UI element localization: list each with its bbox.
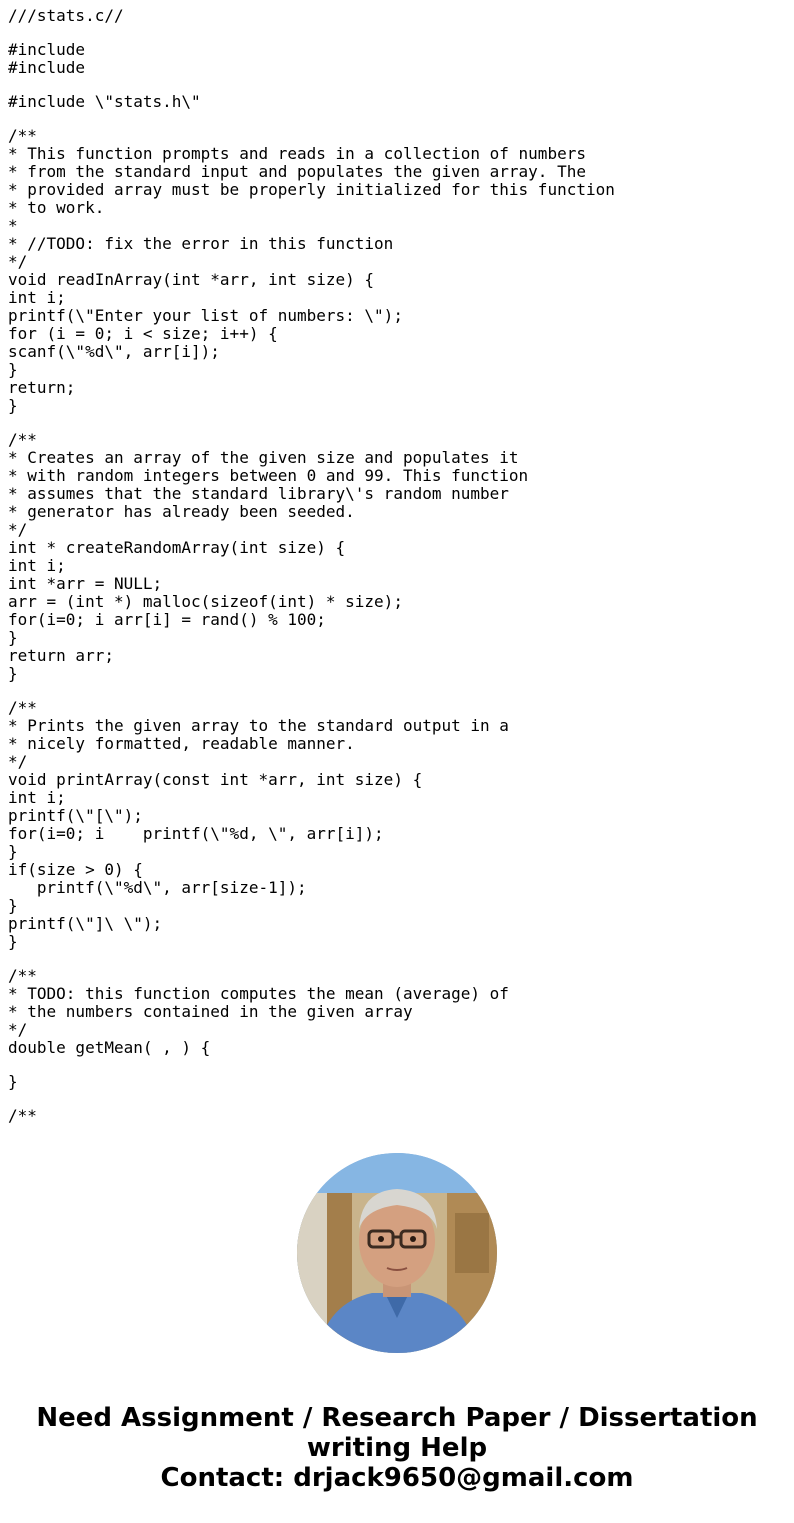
author-avatar <box>297 1153 497 1353</box>
code-line: } <box>8 1072 18 1091</box>
code-line: * nicely formatted, readable manner. <box>8 734 355 753</box>
code-line: int * createRandomArray(int size) { <box>8 538 346 557</box>
code-line: } <box>8 360 18 379</box>
code-line <box>8 77 615 93</box>
code-line: * to work. <box>8 198 105 217</box>
code-line: /** <box>8 966 37 985</box>
code-line: * provided array must be properly initialized for this function <box>8 180 615 199</box>
code-line: * This function prompts and reads in a collection of numbers <box>8 144 586 163</box>
code-line: } <box>8 896 18 915</box>
code-line: } <box>8 664 18 683</box>
code-line: * Prints the given array to the standard output in a <box>8 716 509 735</box>
code-line: for (i = 0; i < size; i++) { <box>8 324 278 343</box>
code-line: * assumes that the standard library\'s random number <box>8 484 509 503</box>
code-line: /** <box>8 430 37 449</box>
code-line: * //TODO: fix the error in this function <box>8 234 394 253</box>
code-line: #include <box>8 58 86 77</box>
code-line: /** <box>8 698 37 717</box>
code-line: return arr; <box>8 646 114 665</box>
promo-headline: Need Assignment / Research Paper / Dissertation <box>36 1403 758 1433</box>
code-line: * TODO: this function computes the mean (average) of <box>8 984 509 1003</box>
promo-contact: Contact: drjack9650@gmail.com <box>160 1463 634 1493</box>
person-photo-icon <box>297 1153 497 1353</box>
code-line: printf(\"]\ \"); <box>8 914 163 933</box>
code-line: int i; <box>8 788 66 807</box>
code-line: ///stats.c// <box>8 6 124 25</box>
code-line: } <box>8 628 18 647</box>
code-line <box>8 1057 615 1073</box>
code-line <box>8 111 615 127</box>
code-line: if(size > 0) { <box>8 860 143 879</box>
code-line: for(i=0; i printf(\"%d, \", arr[i]); <box>8 824 384 843</box>
code-line: void readInArray(int *arr, int size) { <box>8 270 375 289</box>
promo-banner <box>0 1403 794 1493</box>
code-line: */ <box>8 252 28 271</box>
code-listing <box>8 7 615 1125</box>
code-line: double getMean( , ) { <box>8 1038 211 1057</box>
code-line: */ <box>8 1020 28 1039</box>
code-line: arr = (int *) malloc(sizeof(int) * size); <box>8 592 403 611</box>
code-line: #include <box>8 40 86 59</box>
code-line: for(i=0; i arr[i] = rand() % 100; <box>8 610 326 629</box>
code-line: * <box>8 216 18 235</box>
code-line: return; <box>8 378 76 397</box>
code-line <box>8 415 615 431</box>
code-line: } <box>8 396 18 415</box>
code-line: * generator has already been seeded. <box>8 502 355 521</box>
code-line: */ <box>8 752 28 771</box>
code-line: /** <box>8 126 37 145</box>
code-line: } <box>8 932 18 951</box>
code-line: int i; <box>8 288 66 307</box>
code-line: scanf(\"%d\", arr[i]); <box>8 342 220 361</box>
promo-subline: writing Help <box>306 1433 488 1463</box>
code-line: /** <box>8 1106 37 1125</box>
code-line: * from the standard input and populates the given array. The <box>8 162 586 181</box>
code-line: printf(\"Enter your list of numbers: \"); <box>8 306 403 325</box>
code-line <box>8 25 615 41</box>
code-line: printf(\"%d\", arr[size-1]); <box>8 878 307 897</box>
code-line: printf(\"[\"); <box>8 806 143 825</box>
code-line <box>8 951 615 967</box>
code-line: } <box>8 842 18 861</box>
code-line: void printArray(const int *arr, int size) { <box>8 770 423 789</box>
code-line: */ <box>8 520 28 539</box>
code-line: int *arr = NULL; <box>8 574 163 593</box>
code-line: * with random integers between 0 and 99. This function <box>8 466 529 485</box>
code-line: * Creates an array of the given size and populates it <box>8 448 519 467</box>
code-line <box>8 1091 615 1107</box>
code-line: * the numbers contained in the given array <box>8 1002 413 1021</box>
code-line: #include \"stats.h\" <box>8 92 201 111</box>
code-line <box>8 683 615 699</box>
code-line: int i; <box>8 556 66 575</box>
